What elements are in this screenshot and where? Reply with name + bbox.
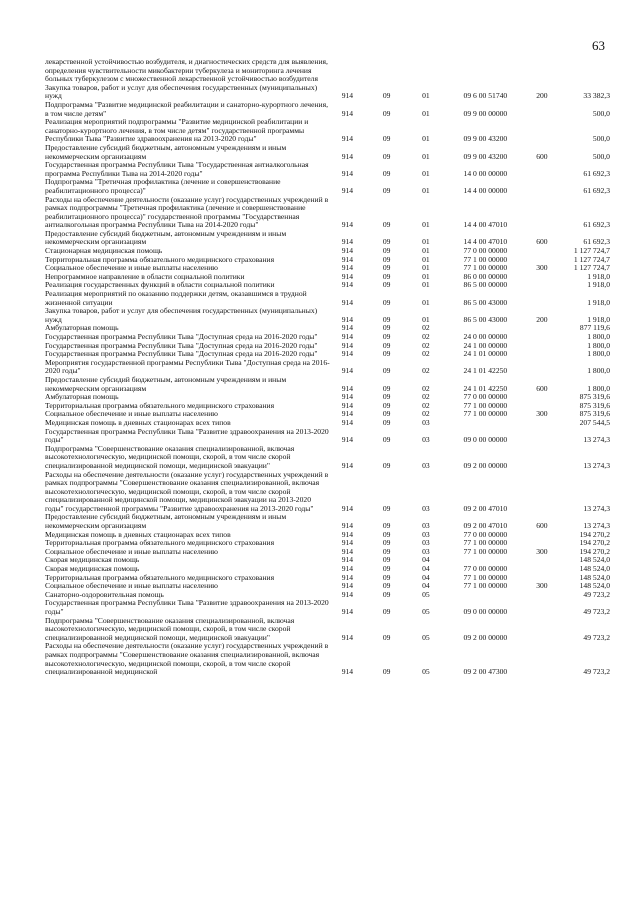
row-sum: 1 918,0 <box>587 271 610 281</box>
row-ministry-code: 914 <box>341 271 354 281</box>
row-ministry-code: 914 <box>341 460 354 470</box>
row-ministry-code: 914 <box>341 383 354 393</box>
row-subsection-code: 01 <box>422 91 430 101</box>
row-sum: 61 692,3 <box>583 185 610 195</box>
row-name: Расходы на обеспечение деятельности (оказание услуг) государственных учреждений в рамках подпрограммы "Совершенствование оказания специализированной, включая высокотехнологическую, медицинской помощи, скорой, в том числе скорой специализированной медицинской помощи, медицинской эвакуации на 2013-2020 годы" государственной программы "Развитие здравоохранения на 2013-2020 годы" <box>45 469 329 513</box>
table-row <box>45 599 610 616</box>
row-section-code: 09 <box>382 349 391 359</box>
row-subsection-code: 03 <box>422 538 430 548</box>
row-target-article-code: 14 4 00 47010 <box>463 237 508 247</box>
row-ministry-code: 914 <box>341 134 354 144</box>
row-subsection-code: 02 <box>422 400 430 410</box>
row-name: Подпрограмма "Третичная профилактика (лечение и совершенствование реабилитационного процесса)" <box>45 177 281 195</box>
row-name: Скорая медицинская помощь <box>45 564 140 574</box>
row-name: Государственная программа Республики Тыва "Государственная антиалкогольная программа Республики Тыва на 2014-2020 годы" <box>45 160 309 178</box>
table-row <box>45 144 610 161</box>
row-target-article-code: 09 9 00 00000 <box>463 108 508 118</box>
row-name: Закупка товаров, работ и услуг для обеспечения государственных (муниципальных) нужд <box>45 82 318 101</box>
row-subsection-code: 03 <box>422 417 430 427</box>
row-sum: 1 800,0 <box>587 366 610 376</box>
row-ministry-code: 914 <box>341 314 354 324</box>
row-name: Реализация мероприятий по оказанию поддержки детям, оказавшимся в трудной жизненной ситуации <box>45 289 307 307</box>
row-subsection-code: 02 <box>422 323 430 333</box>
row-section-code: 09 <box>382 332 391 341</box>
row-section-code: 09 <box>382 392 391 402</box>
row-section-code: 09 <box>382 589 391 599</box>
row-target-article-code: 77 1 00 00000 <box>463 263 508 273</box>
row-expense-type-code: 600 <box>536 383 548 393</box>
row-target-article-code: 86 0 00 00000 <box>463 271 508 281</box>
table-row <box>45 642 610 676</box>
row-section-code: 09 <box>382 271 391 281</box>
row-name: Социальное обеспечение и иные выплаты населению <box>45 546 218 556</box>
row-name: Закупка товаров, работ и услуг для обеспечения государственных (муниципальных) нужд <box>45 306 318 324</box>
row-subsection-code: 04 <box>422 555 430 565</box>
row-subsection-code: 05 <box>422 589 430 599</box>
table-row <box>45 513 610 530</box>
row-ministry-code: 914 <box>341 254 354 264</box>
row-subsection-code: 03 <box>422 529 430 539</box>
row-section-code: 09 <box>382 108 391 118</box>
row-name: Государственная программа Республики Тыва "Доступная среда на 2016-2020 годы" <box>45 349 318 359</box>
row-section-code: 09 <box>382 521 391 531</box>
row-name: Территориальная программа обязательного медицинского страхования <box>45 254 275 264</box>
row-name: Государственная программа Республики Тыва "Доступная среда на 2016-2020 годы" <box>45 340 318 350</box>
table-row <box>45 196 610 230</box>
table-row <box>45 428 610 445</box>
row-expense-type-code: 300 <box>536 546 548 556</box>
row-expense-type-code: 300 <box>536 409 548 419</box>
row-sum: 49 723,2 <box>583 589 610 599</box>
row-ministry-code: 914 <box>341 332 354 341</box>
row-name: Стационарная медицинская помощь <box>45 246 163 256</box>
row-subsection-code: 05 <box>422 667 430 677</box>
row-ministry-code: 914 <box>341 91 354 101</box>
row-name: Социальное обеспечение и иные выплаты населению <box>45 263 218 273</box>
row-subsection-code: 03 <box>422 546 430 556</box>
row-sum: 49 723,2 <box>583 607 610 616</box>
table-row <box>45 617 610 643</box>
row-ministry-code: 914 <box>341 572 354 582</box>
row-subsection-code: 02 <box>422 392 430 402</box>
row-ministry-code: 914 <box>341 589 354 599</box>
row-subsection-code: 01 <box>422 246 430 256</box>
row-target-article-code: 86 5 00 43000 <box>463 297 508 307</box>
row-name: Предоставление субсидий бюджетным, автономным учреждениям и иным некоммерческим организациям <box>45 374 287 393</box>
row-sum: 148 524,0 <box>579 572 610 582</box>
row-subsection-code: 01 <box>422 237 430 247</box>
row-ministry-code: 914 <box>341 366 354 376</box>
row-sum: 61 692,3 <box>583 168 610 178</box>
row-expense-type-code: 200 <box>536 91 548 101</box>
row-target-article-code: 24 1 01 42250 <box>463 383 508 393</box>
row-sum: 1 127 724,7 <box>573 263 610 273</box>
row-section-code: 09 <box>382 366 391 376</box>
row-section-code: 09 <box>382 555 391 565</box>
row-sum: 1 127 724,7 <box>573 246 610 256</box>
row-section-code: 09 <box>382 246 391 256</box>
table-row <box>45 118 610 144</box>
row-subsection-code: 01 <box>422 220 430 230</box>
row-expense-type-code: 600 <box>536 151 548 161</box>
row-section-code: 09 <box>382 435 391 445</box>
row-target-article-code: 77 0 00 00000 <box>463 246 508 256</box>
row-ministry-code: 914 <box>341 400 354 410</box>
row-subsection-code: 01 <box>422 151 430 161</box>
row-subsection-code: 02 <box>422 366 430 376</box>
row-expense-type-code: 300 <box>536 581 548 591</box>
row-section-code: 09 <box>382 383 391 393</box>
row-sum: 1 800,0 <box>587 332 610 341</box>
row-name: Реализация мероприятий подпрограммы "Развитие медицинской реабилитации и санаторно-курортного лечения, в том числе детям" государственной программы Республики Тыва "Развитие здравоохранения на 2013-2020 годы" <box>45 117 309 144</box>
row-ministry-code: 914 <box>341 246 354 256</box>
row-ministry-code: 914 <box>341 323 354 333</box>
row-section-code: 09 <box>382 529 391 539</box>
row-name: Подпрограмма "Совершенствование оказания специализированной, включая высокотехнологическую, медицинской помощи, скорой, в том числе скорой специализированной медицинской помощи, медицинской эвакуации" <box>45 615 295 642</box>
row-ministry-code: 914 <box>341 581 354 591</box>
row-target-article-code: 77 0 00 00000 <box>463 529 508 539</box>
row-section-code: 09 <box>382 581 391 591</box>
row-target-article-code: 24 1 00 00000 <box>463 340 508 350</box>
row-sum: 148 524,0 <box>579 555 610 565</box>
table-row <box>45 445 610 471</box>
row-ministry-code: 914 <box>341 435 354 445</box>
row-section-code: 09 <box>382 538 391 548</box>
table-row <box>45 161 610 178</box>
row-ministry-code: 914 <box>341 503 354 513</box>
row-name: Предоставление субсидий бюджетным, автономным учреждениям и иным некоммерческим организациям <box>45 142 287 161</box>
row-target-article-code: 09 2 00 47300 <box>463 667 508 677</box>
row-name: Территориальная программа обязательного медицинского страхования <box>45 572 275 582</box>
row-target-article-code: 14 0 00 00000 <box>463 168 508 178</box>
table-row <box>45 471 610 514</box>
row-section-code: 09 <box>382 460 391 470</box>
row-section-code: 09 <box>382 632 391 642</box>
row-subsection-code: 01 <box>422 108 430 118</box>
row-subsection-code: 05 <box>422 632 430 642</box>
table-row <box>45 101 610 118</box>
row-target-article-code: 86 5 00 43000 <box>463 314 508 324</box>
row-name: Социальное обеспечение и иные выплаты населению <box>45 581 218 591</box>
row-ministry-code: 914 <box>341 340 354 350</box>
row-subsection-code: 01 <box>422 185 430 195</box>
row-ministry-code: 914 <box>341 220 354 230</box>
row-sum: 194 270,2 <box>579 546 610 556</box>
row-name: Расходы на обеспечение деятельности (оказание услуг) государственных учреждений в рамках подпрограммы "Третичная профилактика (лечение и совершенствование реабилитационного процесса)" государственной программы "Государственная антиалкогольная программа Республики Тыва на 2014-2020 годы" <box>45 194 329 230</box>
row-section-code: 09 <box>382 417 391 427</box>
row-section-code: 09 <box>382 220 391 230</box>
table-row <box>45 307 610 324</box>
row-ministry-code: 914 <box>341 555 354 565</box>
row-section-code: 09 <box>382 572 391 582</box>
row-target-article-code: 09 2 00 00000 <box>463 632 508 642</box>
row-subsection-code: 02 <box>422 332 430 341</box>
row-expense-type-code: 200 <box>536 314 548 324</box>
row-sum: 1 918,0 <box>587 314 610 324</box>
row-subsection-code: 01 <box>422 134 430 144</box>
row-subsection-code: 05 <box>422 607 430 616</box>
row-sum: 500,0 <box>592 134 610 144</box>
row-target-article-code: 77 1 00 00000 <box>463 581 508 591</box>
row-name: Непрограммное направление в области социальной политики <box>45 271 245 281</box>
row-sum: 1 800,0 <box>587 349 610 359</box>
row-name: Подпрограмма "Развитие медицинской реабилитации и санаторно-курортного лечения, в том числе детям" <box>45 99 328 118</box>
row-section-code: 09 <box>382 280 391 290</box>
row-subsection-code: 04 <box>422 564 430 574</box>
page-number: 63 <box>592 38 605 53</box>
row-ministry-code: 914 <box>341 280 354 290</box>
row-section-code: 09 <box>382 297 391 307</box>
row-target-article-code: 77 1 00 00000 <box>463 538 508 548</box>
row-expense-type-code: 600 <box>536 521 548 531</box>
row-sum: 61 692,3 <box>583 220 610 230</box>
row-target-article-code: 77 1 00 00000 <box>463 254 508 264</box>
row-section-code: 09 <box>382 185 391 195</box>
row-sum: 13 274,3 <box>583 503 610 513</box>
row-name: Государственная программа Республики Тыва "Развитие здравоохранения на 2013-2020 годы" <box>45 598 329 616</box>
row-name: Территориальная программа обязательного медицинского страхования <box>45 400 275 410</box>
row-name: Подпрограмма "Совершенствование оказания специализированной, включая высокотехнологическую, медицинской помощи, скорой, в том числе скорой специализированной медицинской помощи, медицинской эвакуации" <box>45 443 295 470</box>
row-sum: 33 382,3 <box>583 91 610 101</box>
row-target-article-code: 77 1 00 00000 <box>463 546 508 556</box>
row-section-code: 09 <box>382 400 391 410</box>
row-ministry-code: 914 <box>341 632 354 642</box>
row-ministry-code: 914 <box>341 151 354 161</box>
row-name: Амбулаторная помощь <box>45 392 119 402</box>
row-name: Социальное обеспечение и иные выплаты населению <box>45 409 218 419</box>
table-row <box>45 230 610 247</box>
row-ministry-code: 914 <box>341 237 354 247</box>
row-ministry-code: 914 <box>341 564 354 574</box>
table-row <box>45 178 610 195</box>
row-subsection-code: 01 <box>422 254 430 264</box>
row-section-code: 09 <box>382 503 391 513</box>
row-subsection-code: 03 <box>422 435 430 445</box>
row-name: Мероприятия государственной программы Республики Тыва "Доступная среда на 2016-2020 годы" <box>45 357 330 376</box>
row-sum: 207 544,5 <box>579 417 610 427</box>
row-sum: 49 723,2 <box>583 667 610 677</box>
row-sum: 500,0 <box>592 151 610 161</box>
row-section-code: 09 <box>382 151 391 161</box>
table-row <box>45 359 610 376</box>
row-section-code: 09 <box>382 340 391 350</box>
row-section-code: 09 <box>382 667 391 677</box>
row-ministry-code: 914 <box>341 417 354 427</box>
row-section-code: 09 <box>382 254 391 264</box>
row-subsection-code: 01 <box>422 263 430 273</box>
row-subsection-code: 02 <box>422 383 430 393</box>
row-expense-type-code: 600 <box>536 237 548 247</box>
row-subsection-code: 01 <box>422 297 430 307</box>
row-section-code: 09 <box>382 323 391 333</box>
row-ministry-code: 914 <box>341 521 354 531</box>
row-target-article-code: 77 1 00 00000 <box>463 400 508 410</box>
row-sum: 194 270,2 <box>579 538 610 548</box>
row-target-article-code: 77 1 00 00000 <box>463 409 508 419</box>
row-ministry-code: 914 <box>341 185 354 195</box>
row-sum: 1 127 724,7 <box>573 254 610 264</box>
row-ministry-code: 914 <box>341 349 354 359</box>
row-target-article-code: 24 0 00 00000 <box>463 332 508 341</box>
row-section-code: 09 <box>382 409 391 419</box>
row-subsection-code: 02 <box>422 349 430 359</box>
row-subsection-code: 04 <box>422 572 430 582</box>
row-ministry-code: 914 <box>341 607 354 616</box>
row-sum: 61 692,3 <box>583 237 610 247</box>
row-sum: 877 119,6 <box>579 323 610 333</box>
row-section-code: 09 <box>382 237 391 247</box>
row-subsection-code: 01 <box>422 168 430 178</box>
row-expense-type-code: 300 <box>536 263 548 273</box>
row-sum: 1 800,0 <box>587 383 610 393</box>
row-section-code: 09 <box>382 607 391 616</box>
row-name: Территориальная программа обязательного медицинского страхования <box>45 538 275 548</box>
row-ministry-code: 914 <box>341 168 354 178</box>
row-sum: 1 918,0 <box>587 280 610 290</box>
row-subsection-code: 01 <box>422 271 430 281</box>
row-section-code: 09 <box>382 134 391 144</box>
row-name: Скорая медицинская помощь <box>45 555 140 565</box>
row-target-article-code: 77 1 00 00000 <box>463 572 508 582</box>
table-row <box>45 376 610 393</box>
row-ministry-code: 914 <box>341 392 354 402</box>
row-section-code: 09 <box>382 168 391 178</box>
row-name: лекарственной устойчивостью возбудителя, и диагностических средств для выявления, определения чувствительности микобактерии туберкулеза и мониторинга лечения больных туберкулезом с множественной лекарственной устойчивостью возбудителя <box>45 57 328 84</box>
row-sum: 875 319,6 <box>579 392 610 402</box>
row-target-article-code: 77 0 00 00000 <box>463 392 508 402</box>
table-row <box>45 290 610 307</box>
row-sum: 148 524,0 <box>579 564 610 574</box>
row-subsection-code: 03 <box>422 460 430 470</box>
row-sum: 13 274,3 <box>583 460 610 470</box>
row-sum: 1 800,0 <box>587 340 610 350</box>
row-ministry-code: 914 <box>341 297 354 307</box>
row-subsection-code: 01 <box>422 280 430 290</box>
row-sum: 13 274,3 <box>583 521 610 531</box>
row-section-code: 09 <box>382 91 391 101</box>
row-target-article-code: 09 9 00 43200 <box>463 151 508 161</box>
row-sum: 49 723,2 <box>583 632 610 642</box>
row-sum: 1 918,0 <box>587 297 610 307</box>
row-subsection-code: 03 <box>422 521 430 531</box>
row-name: Государственная программа Республики Тыва "Развитие здравоохранения на 2013-2020 годы" <box>45 426 329 445</box>
table-row <box>45 84 610 101</box>
table-row <box>45 58 610 84</box>
row-section-code: 09 <box>382 546 391 556</box>
row-ministry-code: 914 <box>341 108 354 118</box>
row-sum: 13 274,3 <box>583 435 610 445</box>
row-name: Предоставление субсидий бюджетным, автономным учреждениям и иным некоммерческим организациям <box>45 228 287 247</box>
row-name: Амбулаторная помощь <box>45 323 119 333</box>
row-target-article-code: 09 0 00 00000 <box>463 435 508 445</box>
row-name: Расходы на обеспечение деятельности (оказание услуг) государственных учреждений в рамках подпрограммы "Совершенствование оказания специализированной, включая высокотехнологическую, медицинской помощи, скорой, в том числе скорой специализированной медицинской <box>45 641 329 677</box>
row-ministry-code: 914 <box>341 667 354 677</box>
row-ministry-code: 914 <box>341 409 354 419</box>
row-name: Санаторно-оздоровительная помощь <box>45 589 164 599</box>
row-target-article-code: 86 5 00 00000 <box>463 280 508 290</box>
row-target-article-code: 09 0 00 00000 <box>463 607 508 616</box>
row-target-article-code: 24 1 01 42250 <box>463 366 508 376</box>
row-section-code: 09 <box>382 314 391 324</box>
row-sum: 194 270,2 <box>579 529 610 539</box>
row-sum: 148 524,0 <box>579 581 610 591</box>
row-target-article-code: 14 4 00 47010 <box>463 220 508 230</box>
row-name: Медицинская помощь в дневных стационарах всех типов <box>45 417 231 427</box>
row-ministry-code: 914 <box>341 546 354 556</box>
row-name: Медицинская помощь в дневных стационарах всех типов <box>45 529 231 539</box>
row-section-code: 09 <box>382 564 391 574</box>
row-target-article-code: 09 6 00 51740 <box>463 91 508 101</box>
row-target-article-code: 09 2 00 47010 <box>463 521 508 531</box>
row-section-code: 09 <box>382 263 391 273</box>
row-subsection-code: 01 <box>422 314 430 324</box>
row-subsection-code: 02 <box>422 340 430 350</box>
row-target-article-code: 09 9 00 43200 <box>463 134 508 144</box>
row-subsection-code: 04 <box>422 581 430 591</box>
row-ministry-code: 914 <box>341 529 354 539</box>
row-ministry-code: 914 <box>341 538 354 548</box>
row-name: Реализация государственных функций в области социальной политики <box>45 280 275 290</box>
row-subsection-code: 03 <box>422 503 430 513</box>
row-name: Государственная программа Республики Тыва "Доступная среда на 2016-2020 годы" <box>45 332 318 341</box>
row-target-article-code: 14 4 00 00000 <box>463 185 508 195</box>
row-target-article-code: 09 2 00 47010 <box>463 503 508 513</box>
row-ministry-code: 914 <box>341 263 354 273</box>
row-name: Предоставление субсидий бюджетным, автономным учреждениям и иным некоммерческим организациям <box>45 512 287 531</box>
row-sum: 500,0 <box>592 108 610 118</box>
row-target-article-code: 77 0 00 00000 <box>463 564 508 574</box>
row-subsection-code: 02 <box>422 409 430 419</box>
row-target-article-code: 09 2 00 00000 <box>463 460 508 470</box>
budget-table <box>45 58 610 677</box>
row-sum: 875 319,6 <box>579 409 610 419</box>
row-target-article-code: 24 1 01 00000 <box>463 349 508 359</box>
row-sum: 875 319,6 <box>579 400 610 410</box>
